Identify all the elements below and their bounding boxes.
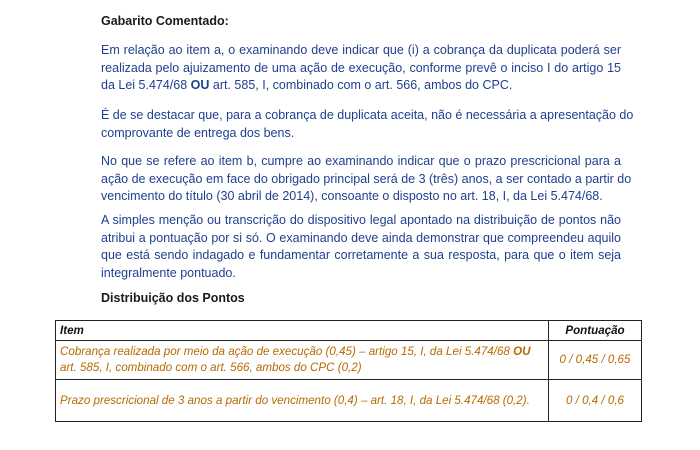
text-segment: da Lei 5.474/68: [101, 78, 191, 93]
paragraph-line: ação de execução em face do obrigado principal será de 3 (três) anos, a ser contado a partir do: [101, 171, 632, 186]
paragraph-item-a: [101, 42, 621, 95]
table-row: [56, 380, 642, 422]
heading-points-distribution: Distribuição dos Pontos: [101, 291, 245, 305]
emphasis-ou: OU: [190, 78, 210, 93]
paragraph-accepted-duplicate: [101, 107, 634, 142]
paragraph-line: integralmente pontuado.: [101, 265, 236, 280]
text-segment: Cobrança realizada por meio da ação de execução (0,45) – artigo 15, I, da Lei 5.474/68: [60, 345, 514, 358]
heading-commented-answer: Gabarito Comentado:: [101, 14, 229, 28]
column-header-points: Pontuação: [549, 321, 642, 341]
paragraph-item-b: [101, 153, 632, 206]
points-cell: 0 / 0,45 / 0,65: [549, 341, 642, 380]
points-cell: 0 / 0,4 / 0,6: [549, 380, 642, 422]
points-distribution-table: [55, 320, 642, 422]
item-cell: [56, 341, 549, 380]
paragraph-line: Em relação ao item a, o examinando deve indicar que (i) a cobrança da duplicata poderá ser: [101, 43, 621, 57]
paragraph-scoring-note: [101, 212, 621, 282]
paragraph-line: comprovante de entrega dos bens.: [101, 125, 295, 140]
paragraph-line: [101, 77, 621, 95]
paragraph-line: No que se refere ao item b, cumpre ao examinando indicar que o prazo prescricional para a: [101, 154, 621, 168]
table-row: [56, 341, 642, 380]
table-header-row: [56, 321, 642, 341]
item-cell: Prazo prescricional de 3 anos a partir do vencimento (0,4) – art. 18, I, da Lei 5.474/68 (0,2).: [56, 380, 549, 422]
paragraph-line: atribui a pontuação por si só. O examinando deve ainda demonstrar que compreendeu aquilo: [101, 230, 621, 245]
text-segment: art. 585, I, combinado com o art. 566, ambos do CPC (0,2): [60, 361, 362, 374]
text-segment: art. 585, I, combinado com o art. 566, ambos do CPC.: [209, 78, 513, 93]
emphasis-ou: OU: [513, 345, 531, 358]
paragraph-line: que está sendo indagado e fundamentar corretamente a sua resposta, para que o item seja: [101, 248, 621, 263]
paragraph-line: vencimento do título (30 abril de 2014), consoante o disposto no art. 18, I, da Lei 5.474/68.: [101, 189, 603, 204]
paragraph-line: É de se destacar que, para a cobrança de duplicata aceita, não é necessária a apresentação do: [101, 108, 634, 122]
paragraph-line: realizada pelo ajuizamento de uma ação de execução, conforme prevê o inciso I do artigo 15: [101, 60, 621, 75]
column-header-item: Item: [56, 321, 549, 341]
paragraph-line: A simples menção ou transcrição do dispositivo legal apontado na distribuição de pontos não: [101, 213, 621, 227]
